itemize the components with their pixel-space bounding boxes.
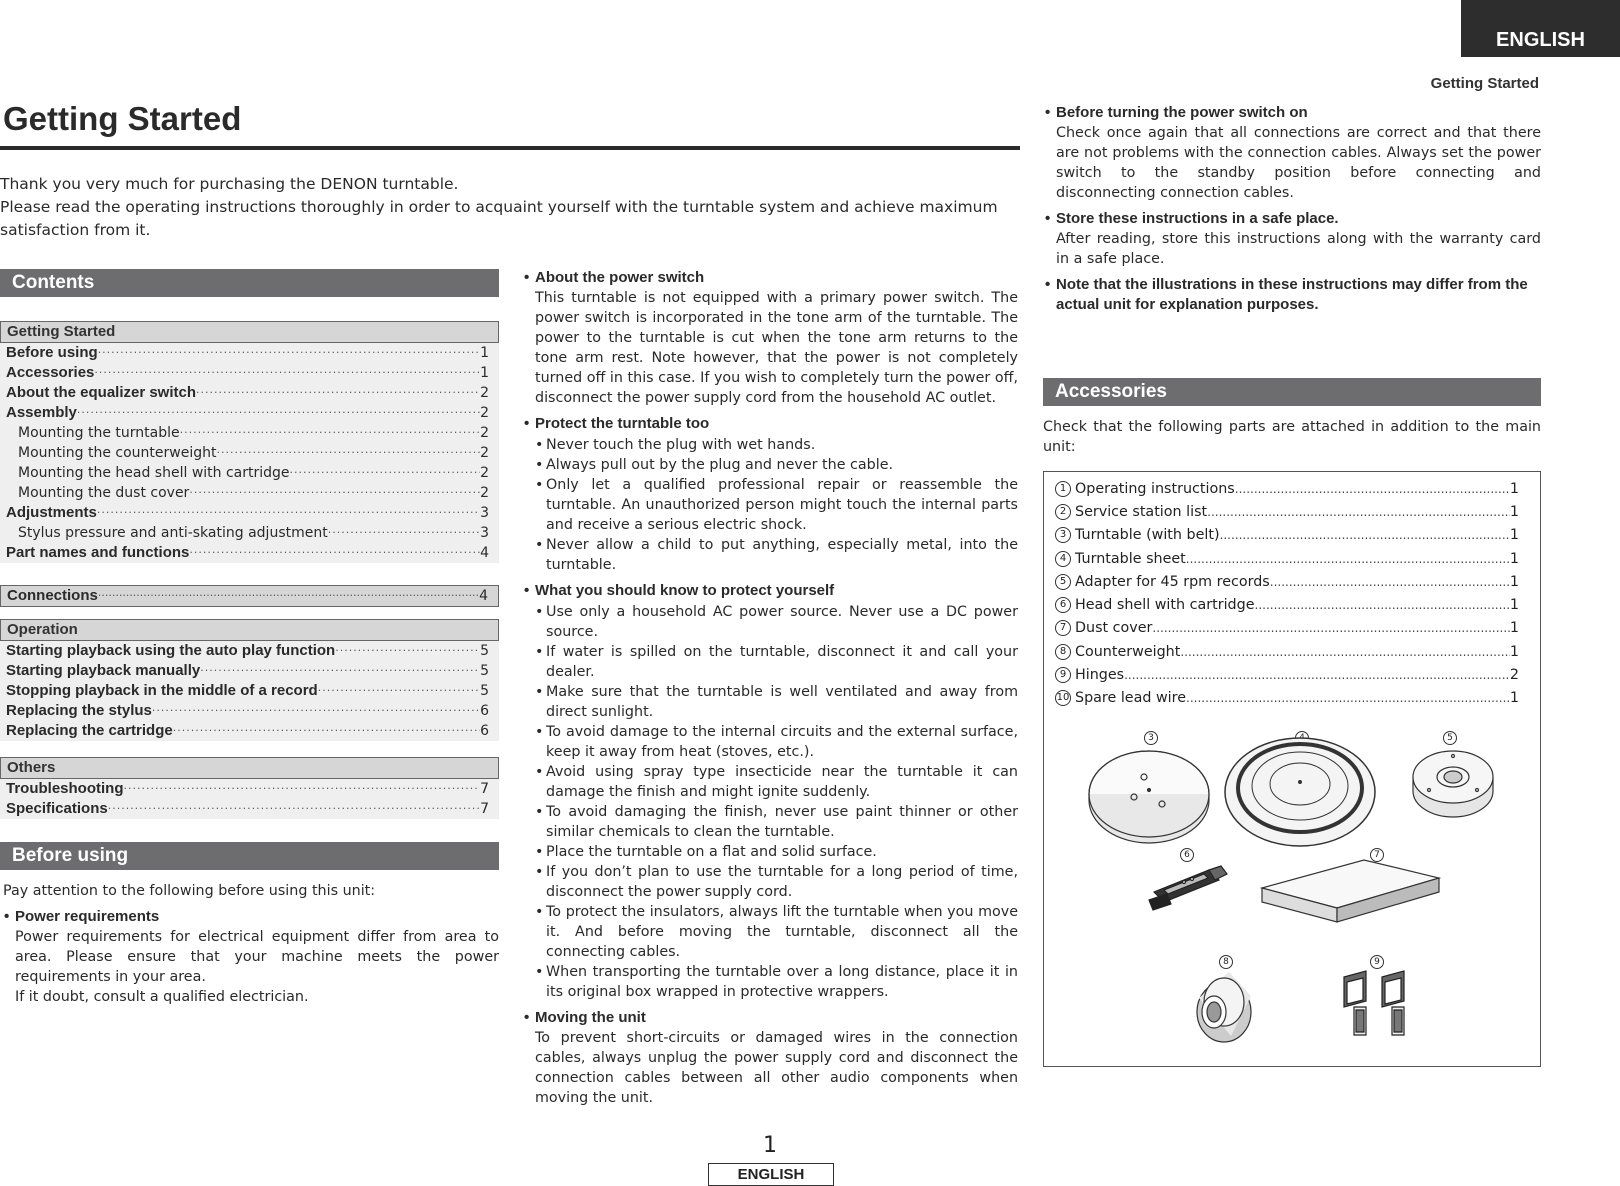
- item-quantity: 1: [1509, 597, 1519, 614]
- toc-link[interactable]: [0, 383, 499, 403]
- toc-group-others: [0, 757, 499, 819]
- item-label: Dust cover: [1075, 620, 1153, 637]
- toc-page: 3: [480, 505, 489, 521]
- toc-link[interactable]: [0, 701, 499, 721]
- toc-label: About the equalizer switch: [6, 384, 197, 401]
- item-number: 4: [1055, 551, 1071, 567]
- toc-link[interactable]: [0, 423, 499, 443]
- bullet-item: • To avoid damaging the finish, never use paint thinner or other similar chemicals to clean the turntable.: [535, 802, 1018, 842]
- item-quantity: 1: [1509, 573, 1519, 590]
- toc-label: Accessories: [6, 364, 95, 381]
- toc-page: 2: [480, 425, 489, 441]
- bullet-item: • Never touch the plug with wet hands.: [535, 435, 1018, 455]
- dust-cover-icon: [1262, 860, 1439, 922]
- item-quantity: 1: [1509, 690, 1519, 707]
- item-label: Head shell with cartridge: [1075, 597, 1255, 614]
- running-head: Getting Started: [1430, 75, 1539, 92]
- turntable-platter-icon: [1089, 751, 1209, 843]
- figure-label: 3: [1144, 731, 1158, 745]
- bullet-item: • If water is spilled on the turntable, disconnect it and call your dealer.: [535, 642, 1018, 682]
- toc-page: 5: [480, 683, 489, 699]
- notes-column: [1044, 103, 1541, 315]
- item-number: 2: [1055, 504, 1071, 520]
- item-label: Operating instructions: [1075, 480, 1235, 497]
- bullet-item: • Avoid using spray type insecticide near the turntable it can damage the finish and might ignite suddenly.: [535, 762, 1018, 802]
- toc-link[interactable]: [0, 343, 499, 363]
- turntable-sheet-icon: [1225, 738, 1375, 846]
- item-quantity: 1: [1509, 527, 1519, 544]
- bullet-item: • Only let a qualified professional repair or reassemble the turntable. An unauthorized person might touch the internal parts and receive a serious electric shock.: [535, 475, 1018, 535]
- toc-link-connections[interactable]: [0, 585, 499, 607]
- toc-link[interactable]: [0, 543, 499, 563]
- toc-page: 2: [480, 485, 489, 501]
- item-number: 3: [1055, 527, 1071, 543]
- toc-page: 6: [480, 723, 489, 739]
- item-label: Counterweight: [1075, 643, 1181, 660]
- item-quantity: 2: [1509, 667, 1519, 684]
- item-number: 9: [1055, 667, 1071, 683]
- toc-link[interactable]: [0, 403, 499, 423]
- toc-link[interactable]: [0, 503, 499, 523]
- bullet-item: • To avoid damage to the internal circuits and the external surface, keep it away from heat (stoves, etc.).: [535, 722, 1018, 762]
- toc-page: 4: [479, 588, 488, 604]
- toc-label: Connections: [7, 587, 98, 604]
- item-label: Service station list: [1075, 503, 1208, 520]
- before-switch-title: • Before turning the power switch on: [1056, 103, 1541, 123]
- accessories-lead: Check that the following parts are attached in addition to the main unit:: [1043, 419, 1541, 455]
- toc-page: 1: [480, 365, 489, 381]
- toc-page: 4: [480, 545, 489, 561]
- toc-link[interactable]: [0, 661, 499, 681]
- figure-label: 6: [1180, 848, 1194, 862]
- toc-page: 7: [480, 781, 489, 797]
- toc-label: Specifications: [6, 800, 108, 817]
- intro-line: Thank you very much for purchasing the DENON turntable.: [0, 175, 459, 193]
- title-rule: [0, 146, 1020, 150]
- before-switch-text: Check once again that all connections are correct and that there are not problems with the connection cables. Always set the power switch to the standby position before connecting and disconnecting connection cables.: [1056, 125, 1541, 201]
- protect-yourself-title: • What you should know to protect yourself: [535, 581, 1018, 601]
- store-text: After reading, store this instructions along with the warranty card in a safe place.: [1056, 231, 1541, 267]
- toc-page: 5: [480, 663, 489, 679]
- toc-label: Mounting the counterweight: [18, 445, 217, 461]
- toc-label: Starting playback using the auto play function: [6, 642, 336, 659]
- figure-label: 5: [1443, 731, 1457, 745]
- toc-label: Stylus pressure and anti-skating adjustment: [18, 525, 328, 541]
- protect-yourself-list: [535, 602, 1018, 1002]
- bullet-item: • To protect the insulators, always lift the turntable when you move it. And before moving the turntable, disconnect all the connecting cables.: [535, 902, 1018, 962]
- store-title: • Store these instructions in a safe place.: [1056, 209, 1541, 229]
- before-using-heading: Before using: [0, 842, 499, 870]
- toc-group-getting-started: [0, 321, 499, 563]
- figure-label: 8: [1219, 955, 1233, 969]
- toc-link[interactable]: [0, 443, 499, 463]
- item-number: 10: [1055, 690, 1071, 706]
- toc-link[interactable]: [0, 681, 499, 701]
- power-requirements-text: Power requirements for electrical equipment differ from area to area. Please ensure that your machine meets the power requirements in your area.: [15, 929, 499, 985]
- accessories-illustration: [1044, 472, 1540, 1066]
- item-quantity: 1: [1509, 620, 1519, 637]
- adapter-45-icon: [1413, 751, 1493, 817]
- toc-label: Starting playback manually: [6, 662, 201, 679]
- power-switch-title: • About the power switch: [535, 268, 1018, 288]
- bullet-item: • When transporting the turntable over a long distance, place it in its original box wrapped in protective wrappers.: [535, 962, 1018, 1002]
- before-using-lead: Pay attention to the following before using this unit:: [3, 883, 376, 899]
- item-label: Turntable sheet: [1075, 550, 1186, 567]
- accessories-box: [1043, 471, 1541, 1067]
- hinges-icon: [1344, 971, 1404, 1035]
- power-requirements-title: • Power requirements: [15, 907, 499, 927]
- power-requirements-text2: If it doubt, consult a qualified electrician.: [15, 989, 309, 1005]
- protect-title: • Protect the turntable too: [535, 414, 1018, 434]
- head-shell-icon: [1149, 866, 1227, 910]
- item-label: Adapter for 45 rpm records: [1075, 573, 1270, 590]
- item-number: 6: [1055, 597, 1071, 613]
- safety-column: [523, 268, 1018, 1108]
- toc-label: Adjustments: [6, 504, 97, 521]
- toc-page: 6: [480, 703, 489, 719]
- toc-link[interactable]: [0, 721, 499, 741]
- item-quantity: 1: [1509, 643, 1519, 660]
- toc-group-title: Operation: [0, 619, 499, 641]
- toc-page: 2: [480, 385, 489, 401]
- toc-label: Troubleshooting: [6, 780, 124, 797]
- bullet-item: • Use only a household AC power source. Never use a DC power source.: [535, 602, 1018, 642]
- bullet-item: • Never allow a child to put anything, especially metal, into the turntable.: [535, 535, 1018, 575]
- intro-text: [0, 173, 1022, 242]
- toc-group-operation: [0, 619, 499, 741]
- toc-page: 7: [480, 801, 489, 817]
- page-title: Getting Started: [3, 100, 242, 137]
- power-switch-text: This turntable is not equipped with a primary power switch. The power switch is incorporated in the tone arm of the turntable. The power to the turntable is cut when the tone arm returns to the tone arm rest. Note however, that the power is not completely turned off in this case. If you wish to completely turn the power off, disconnect the power supply cord from the household AC outlet.: [535, 290, 1018, 406]
- toc-label: Mounting the head shell with cartridge: [18, 465, 290, 481]
- toc-label: Mounting the dust cover: [18, 485, 190, 501]
- toc-page: 2: [480, 405, 489, 421]
- toc-page: 3: [480, 525, 489, 541]
- accessories-heading: Accessories: [1043, 378, 1541, 406]
- bullet-item: • Always pull out by the plug and never the cable.: [535, 455, 1018, 475]
- toc-page: 2: [480, 445, 489, 461]
- toc-group-title: Getting Started: [0, 321, 499, 343]
- bullet-item: • Make sure that the turntable is well ventilated and away from direct sunlight.: [535, 682, 1018, 722]
- figure-label: 9: [1370, 955, 1384, 969]
- toc-link[interactable]: [0, 363, 499, 383]
- item-quantity: 1: [1509, 550, 1519, 567]
- moving-title: • Moving the unit: [535, 1008, 1018, 1028]
- toc-page: 1: [480, 345, 489, 361]
- toc-group-title: Others: [0, 757, 499, 779]
- item-label: Hinges: [1075, 667, 1125, 684]
- toc-label: Part names and functions: [6, 544, 190, 561]
- toc-link[interactable]: [0, 641, 499, 661]
- counterweight-icon: [1197, 972, 1251, 1042]
- toc-label: Before using: [6, 344, 98, 361]
- toc-page: 2: [480, 465, 489, 481]
- figure-label: 7: [1370, 848, 1384, 862]
- toc-label: Mounting the turntable: [18, 425, 180, 441]
- toc-group-connections: [0, 585, 499, 607]
- toc-label: Replacing the cartridge: [6, 722, 173, 739]
- item-number: 1: [1055, 481, 1071, 497]
- before-using-section: [3, 881, 499, 1007]
- toc-label: Stopping playback in the middle of a record: [6, 682, 318, 699]
- item-quantity: 1: [1509, 480, 1519, 497]
- toc-page: 5: [480, 643, 489, 659]
- footer-language: ENGLISH: [708, 1163, 834, 1186]
- bullet-item: • Place the turntable on a flat and solid surface.: [535, 842, 1018, 862]
- intro-line: Please read the operating instructions thoroughly in order to acquaint yourself with the turntable system and achieve maximum satisfaction from it.: [0, 198, 998, 239]
- moving-text: To prevent short-circuits or damaged wires in the connection cables, always unplug the power supply cord and disconnect the connection cables between all other audio components when moving the unit.: [535, 1030, 1018, 1106]
- toc-link[interactable]: [0, 483, 499, 503]
- toc-link[interactable]: [0, 779, 499, 799]
- language-tab: ENGLISH: [1461, 0, 1620, 57]
- toc-label: Replacing the stylus: [6, 702, 152, 719]
- item-quantity: 1: [1509, 503, 1519, 520]
- item-number: 5: [1055, 574, 1071, 590]
- bullet-item: • If you don’t plan to use the turntable for a long period of time, disconnect the power supply cord.: [535, 862, 1018, 902]
- contents-heading: Contents: [0, 269, 499, 297]
- toc-link[interactable]: [0, 523, 499, 543]
- item-number: 8: [1055, 644, 1071, 660]
- toc-link[interactable]: [0, 463, 499, 483]
- protect-list: [535, 435, 1018, 575]
- item-label: Spare lead wire: [1075, 690, 1186, 707]
- item-label: Turntable (with belt): [1075, 527, 1220, 544]
- page-number: 1: [763, 1133, 777, 1158]
- item-number: 7: [1055, 620, 1071, 636]
- note-title: • Note that the illustrations in these instructions may differ from the actual unit for explanation purposes.: [1056, 275, 1541, 315]
- toc-label: Assembly: [6, 404, 77, 421]
- toc-link[interactable]: [0, 799, 499, 819]
